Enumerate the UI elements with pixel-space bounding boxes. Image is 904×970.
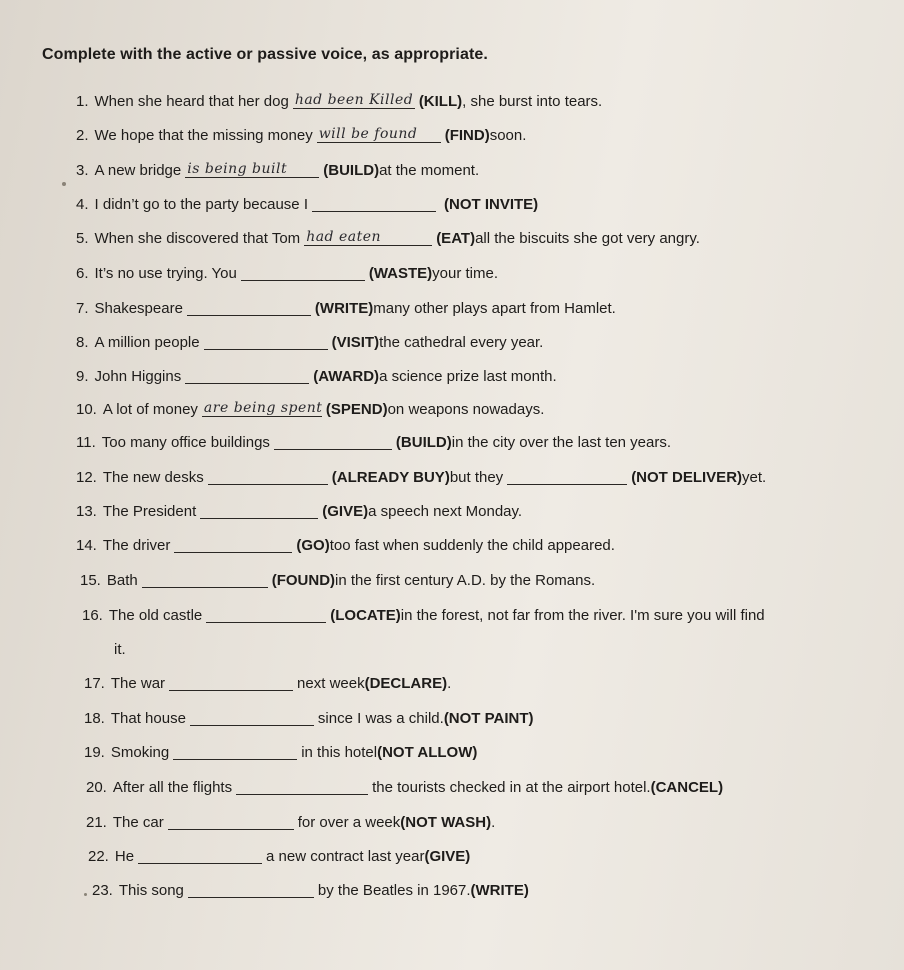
answer-blank[interactable] (185, 161, 319, 178)
item-text: in the city over the last ten years. (451, 434, 672, 451)
item-number: 20. (86, 779, 107, 796)
verb-prompt: (VISIT) (331, 334, 380, 351)
item-text: many other plays apart from Hamlet. (373, 300, 616, 317)
answer-blank[interactable] (168, 813, 294, 830)
item-6 (76, 264, 498, 282)
item-10 (76, 400, 544, 418)
item-number: 9. (76, 368, 89, 385)
item-text: Shakespeare (94, 300, 183, 317)
item-text: in the first century A.D. by the Romans. (335, 572, 596, 589)
item-text: Smoking (110, 744, 170, 761)
item-text: on weapons nowadays. (387, 401, 545, 418)
item-text: since I was a child. (317, 710, 444, 727)
verb-prompt: (FOUND) (271, 572, 336, 589)
item-number: 2. (76, 127, 89, 144)
item-text: in the forest, not far from the river. I'm sure you will find (400, 607, 765, 624)
item-number: 16. (82, 607, 103, 624)
item-5 (76, 229, 700, 247)
item-text: . (491, 814, 496, 831)
verb-prompt: (DECLARE) (364, 675, 448, 692)
verb-prompt: (GIVE) (322, 503, 369, 520)
verb-prompt: (CANCEL) (650, 779, 724, 796)
verb-prompt: (SPEND) (325, 401, 388, 418)
answer-blank[interactable] (304, 229, 432, 246)
item-number: 15. (80, 572, 101, 589)
item-number: 5. (76, 230, 89, 247)
item-text: A lot of money (102, 401, 198, 418)
item-text: soon. (489, 127, 527, 144)
pen-dot (84, 893, 87, 896)
answer-blank[interactable] (142, 571, 268, 588)
item-text: A new bridge (94, 162, 182, 179)
answer-blank[interactable] (185, 367, 309, 384)
answer-blank[interactable] (138, 847, 262, 864)
answer-blank[interactable] (204, 333, 328, 350)
answer-blank[interactable] (236, 778, 368, 795)
item-16 (82, 606, 765, 624)
verb-prompt: (BUILD) (395, 434, 452, 451)
item-text: The new desks (102, 469, 204, 486)
item-text: He (114, 848, 135, 865)
answer-blank[interactable] (206, 606, 326, 623)
verb-prompt: (NOT PAINT) (443, 710, 534, 727)
item-text: Too many office buildings (101, 434, 270, 451)
exercise-instructions: Complete with the active or passive voice, as appropriate. (42, 46, 488, 63)
item-text: your time. (432, 265, 499, 282)
item-text: a science prize last month. (379, 368, 557, 385)
verb-prompt: (LOCATE) (330, 607, 401, 624)
item-text: The old castle (108, 607, 203, 624)
verb-prompt: (EAT) (436, 230, 476, 247)
item-text: a speech next Monday. (368, 503, 523, 520)
item-text: for over a week (297, 814, 401, 831)
answer-blank[interactable] (187, 299, 311, 316)
item-number: 18. (84, 710, 105, 727)
answer-blank[interactable] (169, 674, 293, 691)
item-4 (76, 195, 538, 213)
handwritten-answer: will be found (318, 126, 418, 142)
answer-blank[interactable] (190, 709, 314, 726)
item-number: 10. (76, 401, 97, 418)
item-text: It’s no use trying. You (94, 265, 237, 282)
item-text: by the Beatles in 1967. (317, 882, 471, 899)
verb-prompt-2: (NOT DELIVER) (631, 469, 743, 486)
answer-blank[interactable] (293, 92, 415, 109)
item-number: 4. (76, 196, 89, 213)
item-text: , she burst into tears. (462, 93, 603, 110)
handwritten-answer: are being spent (203, 400, 323, 416)
verb-prompt: (KILL) (418, 93, 463, 110)
item-7 (76, 299, 616, 317)
item-text: . (447, 675, 452, 692)
item-number: 6. (76, 265, 89, 282)
item-text: Bath (106, 572, 138, 589)
handwritten-answer: had eaten (306, 229, 382, 245)
item-text: The car (112, 814, 164, 831)
item-text: a new contract last year (266, 848, 425, 865)
item-17 (84, 674, 451, 692)
item-text: When she heard that her dog (94, 93, 289, 110)
item-text: but they (449, 469, 504, 486)
verb-prompt: (FIND) (444, 127, 490, 144)
verb-prompt: (NOT ALLOW) (377, 744, 478, 761)
item-text: the cathedral every year. (379, 334, 544, 351)
item-text: the tourists checked in at the airport hotel. (372, 779, 651, 796)
verb-prompt: (GO) (296, 537, 330, 554)
handwritten-answer: had been Killed (294, 92, 414, 108)
item-text: I didn’t go to the party because I (94, 196, 308, 213)
verb-prompt: (WRITE) (470, 882, 529, 899)
item-number: 11. (76, 434, 96, 451)
answer-blank[interactable] (174, 536, 292, 553)
item-number: 14. (76, 537, 97, 554)
item-text: We hope that the missing money (94, 127, 313, 144)
item-text: next week (297, 675, 365, 692)
item-12 (76, 468, 766, 486)
item-number: 22. (88, 848, 109, 865)
handwritten-answer: is being built (187, 161, 288, 177)
item-text: When she discovered that Tom (94, 230, 301, 247)
answer-blank[interactable] (200, 502, 318, 519)
verb-prompt: (NOT INVITE) (444, 196, 539, 213)
answer-blank[interactable] (208, 468, 328, 485)
item-1 (76, 92, 602, 110)
item-13 (76, 502, 522, 520)
item-number: 8. (76, 334, 89, 351)
item-8 (76, 333, 543, 351)
item-text: That house (110, 710, 186, 727)
item-text: After all the flights (112, 779, 233, 796)
answer-blank[interactable] (317, 126, 441, 143)
item-text: John Higgins (94, 368, 182, 385)
answer-blank[interactable] (274, 433, 392, 450)
item-text: too fast when suddenly the child appeared. (329, 537, 615, 554)
item-number: 23. (92, 882, 113, 899)
answer-blank[interactable] (312, 195, 436, 212)
answer-blank[interactable] (188, 881, 314, 898)
item-text: The driver (102, 537, 171, 554)
item-11 (76, 433, 671, 451)
item-3 (76, 161, 479, 179)
verb-prompt: (GIVE) (424, 848, 471, 865)
item-number: 19. (84, 744, 105, 761)
item-number: 1. (76, 93, 89, 110)
item-text: yet. (742, 469, 767, 486)
verb-prompt: (NOT WASH) (400, 814, 492, 831)
item-text: The war (110, 675, 166, 692)
item-text: A million people (94, 334, 200, 351)
item-18 (84, 709, 534, 727)
pen-dot (62, 182, 66, 186)
item-number: 12. (76, 469, 97, 486)
item-number: 21. (86, 814, 107, 831)
answer-blank-2[interactable] (507, 468, 627, 485)
verb-prompt: (BUILD) (323, 162, 380, 179)
item-number: 3. (76, 162, 89, 179)
item-2 (76, 126, 526, 144)
verb-prompt: (ALREADY BUY) (331, 469, 450, 486)
item-20 (86, 778, 723, 796)
item-15 (80, 571, 595, 589)
item-number: 7. (76, 300, 89, 317)
item-text: The President (102, 503, 197, 520)
verb-prompt: (AWARD) (313, 368, 380, 385)
item-text: all the biscuits she got very angry. (475, 230, 700, 247)
verb-prompt: (WRITE) (314, 300, 374, 317)
answer-blank[interactable] (202, 400, 322, 417)
item-14 (76, 536, 615, 554)
answer-blank[interactable] (241, 264, 365, 281)
item-19 (84, 743, 477, 761)
verb-prompt: (WASTE) (368, 265, 433, 282)
item-23 (92, 881, 529, 899)
item-number: 13. (76, 503, 97, 520)
item-9 (76, 367, 557, 385)
item-number: 17. (84, 675, 105, 692)
item-text: This song (118, 882, 184, 899)
item-text: in this hotel (301, 744, 378, 761)
answer-blank[interactable] (173, 743, 297, 760)
item-16-continuation: it. (114, 641, 126, 658)
item-21 (86, 813, 495, 831)
item-22 (88, 847, 470, 865)
item-text: at the moment. (379, 162, 480, 179)
